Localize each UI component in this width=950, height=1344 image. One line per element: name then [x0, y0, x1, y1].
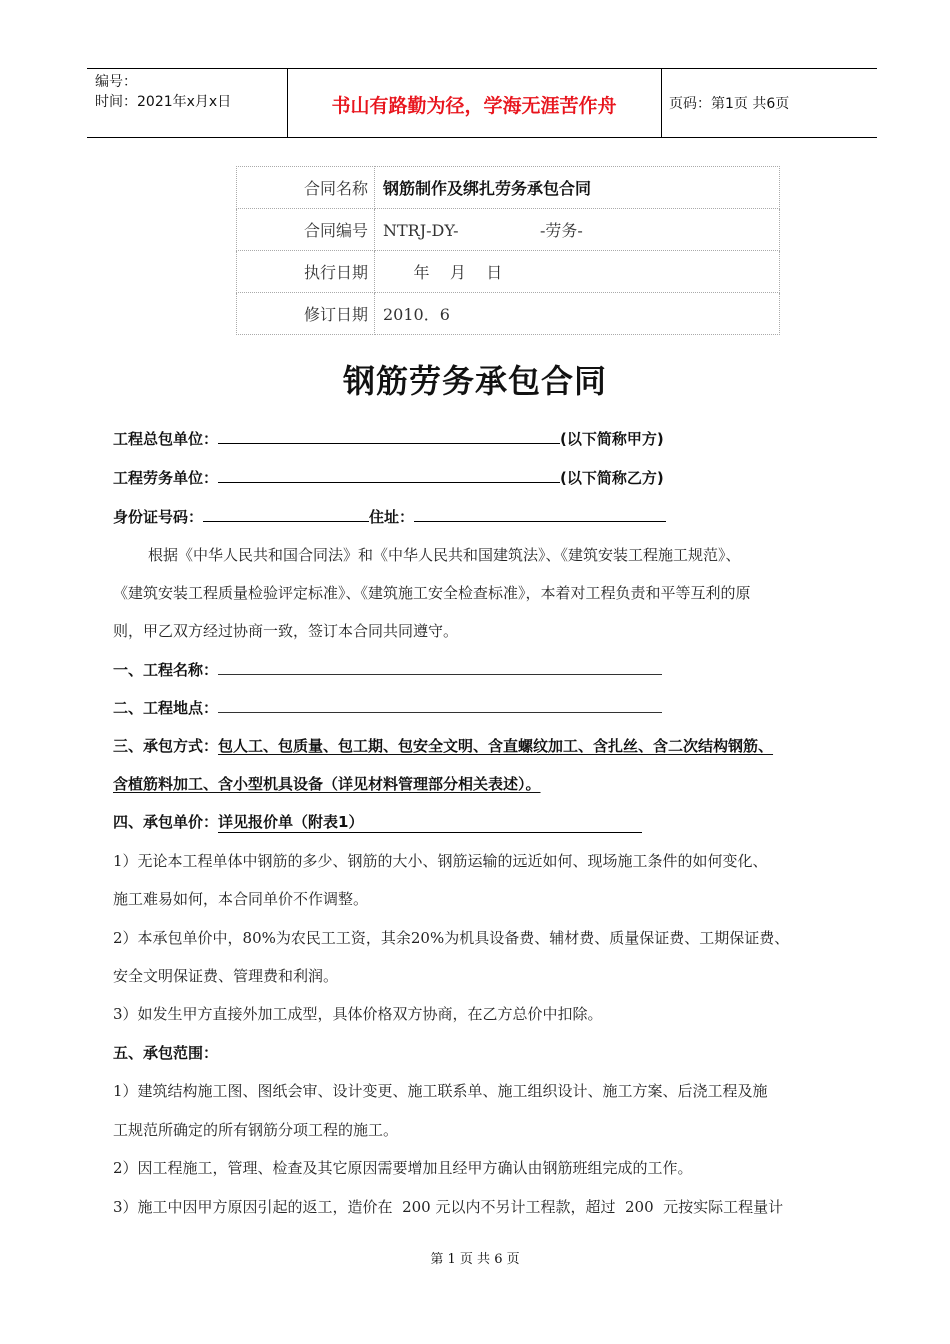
info-label: 合同编号	[237, 209, 375, 251]
id-number-field[interactable]	[203, 505, 369, 522]
time-label: 时间：2021年x月x日	[95, 94, 232, 110]
page-footer: 第 1 页 共 6 页	[430, 1252, 520, 1267]
price-item-line: 1）无论本工程单体中钢筋的多少、钢筋的大小、钢筋运输的远近如何、现场施工条件的如何变化、	[113, 852, 768, 870]
header-motto-cell	[287, 69, 662, 137]
labor-contractor-line	[113, 466, 664, 488]
project-name-field[interactable]	[218, 658, 662, 675]
info-label: 执行日期	[237, 251, 375, 293]
intro-line: 则，甲乙双方经过协商一致，签订本合同共同遵守。	[113, 622, 459, 640]
info-value: 2010．6	[375, 293, 780, 335]
price-item-line: 安全文明保证费、管理费和利润。	[113, 967, 339, 985]
intro-line: 根据《中华人民共和国合同法》和《中华人民共和国建筑法》、《建筑安装工程施工规范》、	[148, 546, 741, 564]
contract-info-table	[236, 166, 780, 335]
info-row-name	[237, 167, 780, 209]
price-item-line: 3）如发生甲方直接外加工成型，具体价格双方协商，在乙方总价中扣除。	[113, 1005, 603, 1023]
section-unit-price	[113, 811, 642, 833]
info-value: 年 月 日	[375, 251, 780, 293]
id-number-label: 身份证号码：	[113, 508, 204, 526]
section-contract-mode	[113, 735, 773, 756]
section-label: 二、工程地点：	[113, 699, 219, 717]
document-title: 钢筋劳务承包合同	[342, 362, 607, 400]
header-page-info: 页码：第1页 共6页	[669, 96, 790, 112]
unit-price-value: 详见报价单（附表1）	[218, 811, 642, 833]
contract-mode-value: 包人工、包质量、包工期、包安全文明、含直螺纹加工、含扎丝、含二次结构钢筋、	[218, 737, 774, 755]
section-scope: 五、承包范围：	[113, 1044, 219, 1062]
section-project-location	[113, 696, 662, 718]
scope-item-line: 工规范所确定的所有钢筋分项工程的施工。	[113, 1121, 399, 1139]
section-label: 一、工程名称：	[113, 661, 219, 679]
contract-mode-value-cont: 含植筋料加工、含小型机具设备（详见材料管理部分相关表述）。	[113, 775, 541, 793]
labor-contractor-suffix: (以下简称乙方)	[560, 469, 664, 487]
scope-item-line: 3）施工中因甲方原因引起的返工，造价在 200 元以内不另计工程款，超过 200 元按实际工程量计	[113, 1198, 784, 1216]
info-label: 修订日期	[237, 293, 375, 335]
scope-item-line: 1）建筑结构施工图、图纸会审、设计变更、施工联系单、施工组织设计、施工方案、后浇工程及施	[113, 1082, 768, 1100]
price-item-line: 2）本承包单价中，80%为农民工工资，其余20%为机具设备费、辅材费、质量保证费、工期保证费、	[113, 929, 790, 947]
section-label: 三、承包方式：	[113, 737, 219, 755]
general-contractor-suffix: (以下简称甲方)	[560, 430, 664, 448]
serial-label: 编号：	[95, 74, 137, 90]
price-item-line: 施工难易如何，本合同单价不作调整。	[113, 890, 369, 908]
header-motto: 书山有路勤为径，学海无涯苦作舟	[331, 95, 617, 117]
info-value: NTRJ-DY- -劳务-	[375, 209, 780, 251]
intro-line: 《建筑安装工程质量检验评定标准》、《建筑施工安全检查标准》，本着对工程负责和平等互利的原	[113, 584, 751, 602]
header-left-cell	[87, 69, 288, 137]
id-address-line	[113, 505, 666, 527]
page-header	[87, 68, 877, 138]
general-contractor-line	[113, 427, 664, 449]
section-project-name	[113, 658, 662, 680]
info-value: 钢筋制作及绑扎劳务承包合同	[375, 167, 780, 209]
labor-contractor-field[interactable]	[218, 466, 560, 483]
info-label: 合同名称	[237, 167, 375, 209]
general-contractor-field[interactable]	[218, 427, 560, 444]
labor-contractor-label: 工程劳务单位：	[113, 469, 219, 487]
scope-item-line: 2）因工程施工，管理、检查及其它原因需要增加且经甲方确认由钢筋班组完成的工作。	[113, 1159, 693, 1177]
section-label: 四、承包单价：	[113, 813, 219, 831]
info-row-exec-date	[237, 251, 780, 293]
address-label: 住址：	[369, 508, 415, 526]
info-row-revision-date	[237, 293, 780, 335]
general-contractor-label: 工程总包单位：	[113, 430, 219, 448]
address-field[interactable]	[414, 505, 666, 522]
info-row-number	[237, 209, 780, 251]
project-location-field[interactable]	[218, 696, 662, 713]
